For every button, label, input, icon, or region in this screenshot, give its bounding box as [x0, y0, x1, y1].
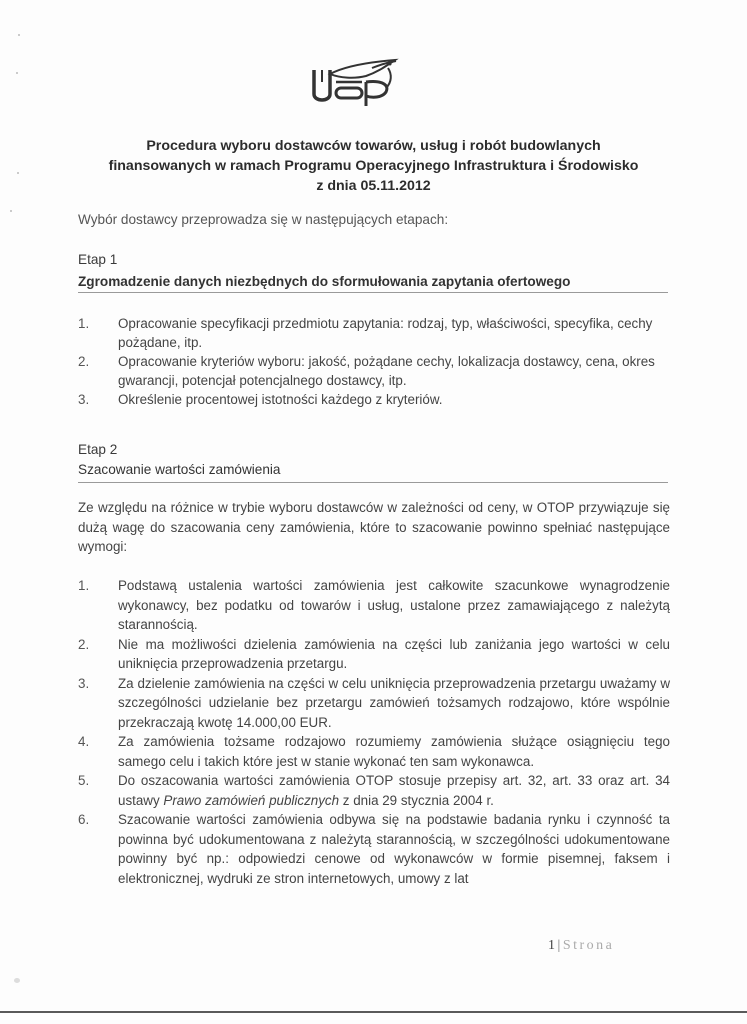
list-item: [78, 352, 670, 390]
title-line-2: finansowanych w ramach Programu Operacyjnego Infrastruktura i Środowisko: [108, 158, 639, 174]
etap1-list: [78, 314, 670, 409]
list-item-text: Opracowanie kryteriów wyboru: jakość, pożądane cechy, lokalizacja dostawcy, cena, okres gwarancji, potencjał potencjalnego dostawcy, itp.: [118, 354, 655, 388]
scan-speck: [14, 978, 20, 983]
footer-separator: |: [557, 938, 561, 953]
scan-speck: [18, 34, 20, 36]
scan-speck: [17, 172, 19, 174]
intro-text: Wybór dostawcy przeprowadza się w następujących etapach:: [78, 212, 449, 227]
etap2-label: Etap 2: [78, 442, 118, 457]
list-item-text: [118, 771, 670, 810]
list-item-number: 3.: [78, 675, 90, 691]
list-item-number: 2.: [78, 636, 90, 652]
scan-speck: [10, 210, 12, 212]
list-item-number: 3.: [78, 392, 90, 407]
list-item-text: Określenie procentowej istotności każdego z kryteriów.: [118, 392, 443, 407]
list-item-text: Za zamówienia tożsame rodzajowo rozumiemy zamówienia służące osiągnięciu tego samego celu i takich które jest w stanie wykonać ten sam wykonawca.: [118, 734, 670, 769]
etap1-title: Zgromadzenie danych niezbędnych do sformułowania zapytania ofertowego: [78, 274, 571, 289]
title-line-3: z dnia 05.11.2012: [316, 178, 431, 194]
list-item-text: Nie ma możliwości dzielenia zamówienia na części lub zaniżania jego wartości w celu uniknięcia przeprowadzenia przetargu.: [118, 636, 670, 671]
list-item: [78, 771, 670, 810]
list-item-text: Podstawą ustalenia wartości zamówienia jest całkowite szacunkowe wynagrodzenie wykonawcy, bez podatku od towarów i usług, ustalone przez zamawiającego z należytą starannością.: [118, 578, 670, 632]
list-item-number: 1.: [78, 578, 90, 593]
title-line-1: Procedura wyboru dostawców towarów, usług i robót budowlanych: [146, 138, 601, 154]
list-item-text: Szacowanie wartości zamówienia odbywa się na podstawie badania rynku i czynność ta powinna być udokumentowana z należytą starannością, w szczególności udokumentowane powinny być np.: odpowiedzi cenowe od wykonawców w formie pisemnej, faksem i elektronicznej, wydruki ze stron internetowych, umowy z lat: [118, 812, 670, 886]
list-item: [78, 635, 670, 674]
list-item-number: 1.: [78, 316, 90, 331]
etap2-divider: [78, 482, 668, 483]
otop-logo: [300, 52, 400, 108]
list-item-text: Opracowanie specyfikacji przedmiotu zapytania: rodzaj, typ, właściwości, specyfika, cechy pożądane, itp.: [118, 316, 653, 350]
list-item-text: Za dzielenie zamówienia na części w celu uniknięcia przeprowadzenia przetargu uważamy w szczególności udzielanie bez przetargu zamówień tożsamych rodzajowo, które wspólnie przekraczają kwotę 14.000,00 EUR.: [118, 675, 670, 730]
footer-label: Strona: [562, 938, 615, 953]
law-name-italic: Prawo zamówień publicznych: [163, 792, 340, 808]
list-item: [78, 732, 670, 771]
page-footer: [548, 938, 614, 954]
etap2-paragraph: Ze względu na różnice w trybie wyboru dostawców w zależności od ceny, w OTOP przywiązuje się dużą wagę do szacowania ceny zamówienia, które to szacowanie powinno spełniać następujące wymogi:: [78, 500, 670, 554]
list-item-number: 4.: [78, 734, 90, 749]
etap2-title: Szacowanie wartości zamówienia: [78, 462, 281, 477]
list-item-text-after: z dnia 29 stycznia 2004 r.: [339, 792, 494, 808]
list-item-number: 5.: [78, 773, 90, 788]
otop-bird-logo-icon: [300, 52, 400, 108]
scan-bottom-edge: [0, 1011, 747, 1013]
etap1-label: Etap 1: [78, 252, 118, 267]
list-item: [78, 390, 670, 409]
document-title: [70, 136, 677, 196]
list-item: [78, 314, 670, 352]
page-number: 1: [548, 938, 556, 953]
scan-speck: [16, 72, 18, 74]
list-item: [78, 576, 670, 635]
etap2-list: [78, 576, 670, 888]
list-item: [78, 810, 670, 888]
list-item-number: 2.: [78, 354, 90, 369]
etap1-divider: [78, 292, 668, 293]
list-item: [78, 674, 670, 733]
list-item-number: 6.: [78, 812, 90, 827]
list-item-text-before: Do oszacowania wartości zamówienia OTOP stosuje przepisy art. 32, art. 33 oraz art. 34 ustawy: [118, 773, 670, 808]
